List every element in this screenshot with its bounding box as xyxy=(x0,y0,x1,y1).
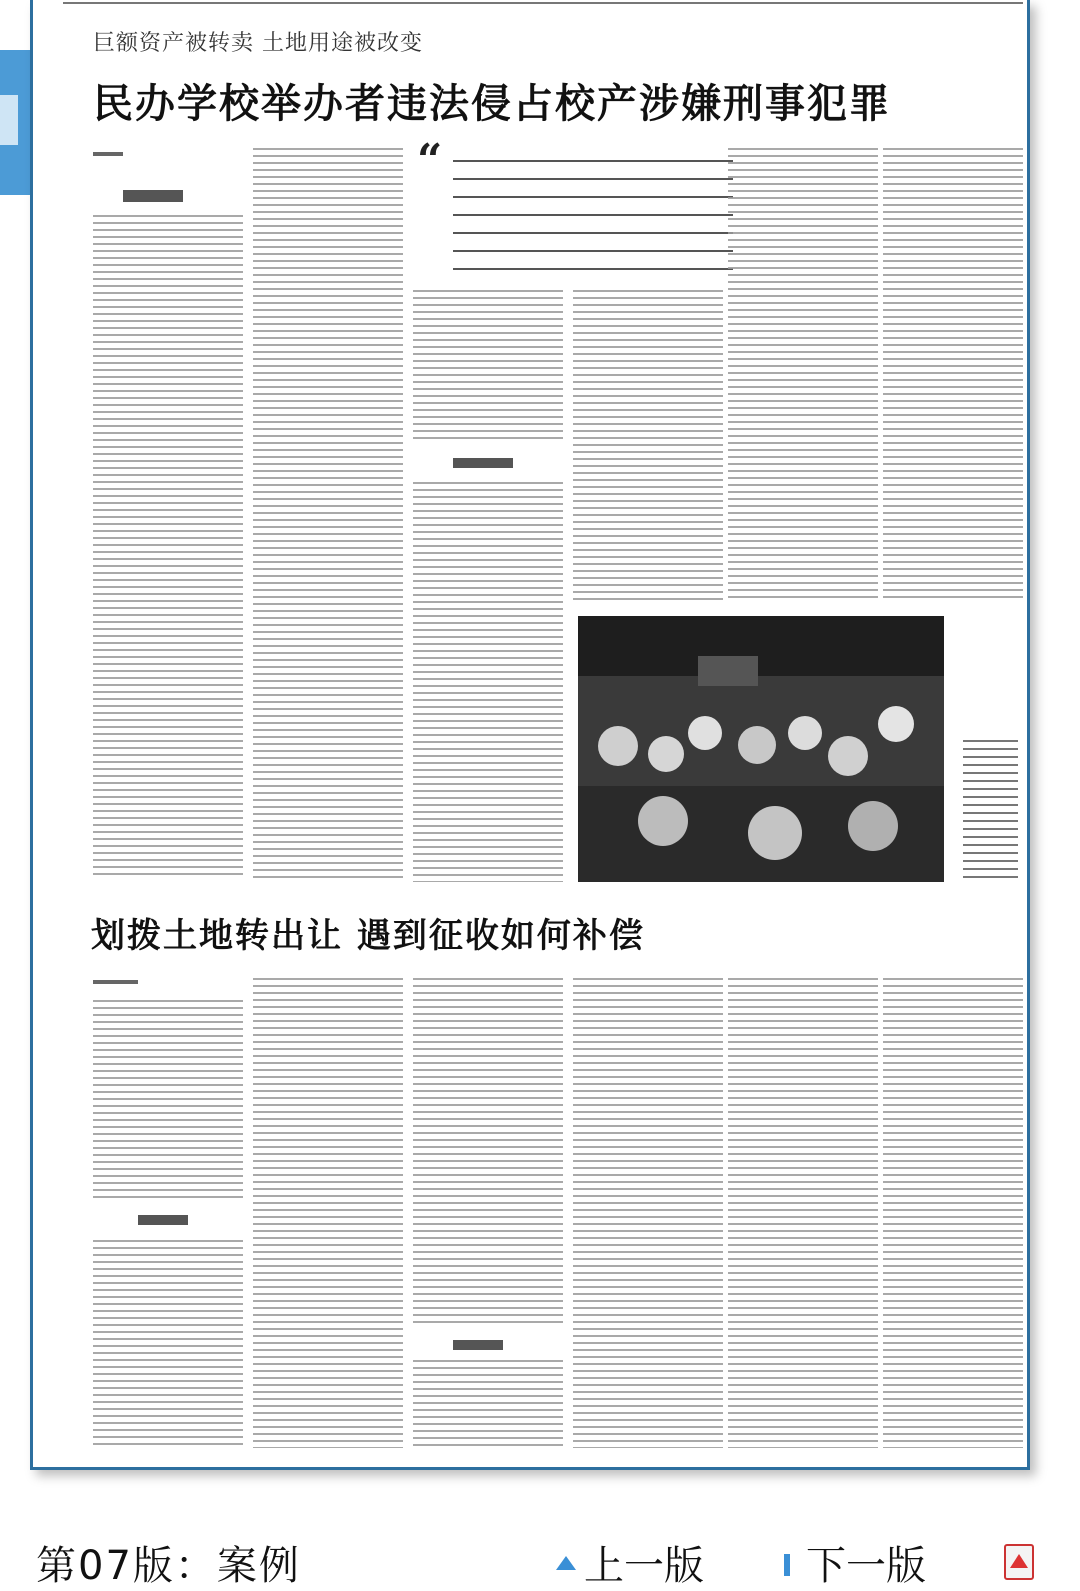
article2-column-3b xyxy=(413,1360,563,1450)
quote-icon: “ xyxy=(417,135,443,186)
article1-column-4 xyxy=(573,290,723,600)
article2-column-5 xyxy=(728,978,878,1448)
side-tab[interactable] xyxy=(0,50,30,195)
top-rule xyxy=(63,2,1023,4)
next-page-link[interactable]: 下一版 xyxy=(806,1543,926,1589)
article1-column-6 xyxy=(883,148,1023,598)
article1-column-3 xyxy=(413,290,563,440)
article1-column-1 xyxy=(93,215,243,880)
newspaper-page[interactable] xyxy=(30,0,1030,1470)
photo-caption xyxy=(963,740,1018,880)
article2-column-1b xyxy=(93,1240,243,1450)
prev-page-link[interactable]: 上一版 xyxy=(584,1543,704,1589)
footer-nav xyxy=(0,1520,1080,1589)
article1-kicker: 巨额资产被转卖 土地用途被改变 xyxy=(93,31,423,56)
side-tab-notch xyxy=(0,95,18,145)
section-subhead-2 xyxy=(453,458,513,468)
section-subhead-4 xyxy=(453,1340,503,1350)
article2-column-1 xyxy=(93,1000,243,1200)
article1-column-3b xyxy=(413,482,563,882)
article1-column-2 xyxy=(253,148,403,878)
section-subhead xyxy=(123,190,183,202)
article1-column-5 xyxy=(728,148,878,598)
pdf-icon[interactable] xyxy=(1004,1544,1034,1580)
article-photo xyxy=(578,616,944,882)
edition-label[interactable]: 第07版：案例 xyxy=(36,1543,301,1589)
article2-column-4 xyxy=(573,978,723,1448)
pull-quote xyxy=(453,160,733,272)
byline-2 xyxy=(93,980,138,984)
section-subhead-3 xyxy=(138,1215,188,1225)
article2-headline: 划拨土地转出让 遇到征收如何补偿 xyxy=(91,916,645,956)
article1-headline: 民办学校举办者违法侵占校产涉嫌刑事犯罪 xyxy=(93,80,891,127)
article2-column-3 xyxy=(413,978,563,1323)
article2-column-6 xyxy=(883,978,1023,1448)
article2-column-2 xyxy=(253,978,403,1448)
byline xyxy=(93,152,123,156)
